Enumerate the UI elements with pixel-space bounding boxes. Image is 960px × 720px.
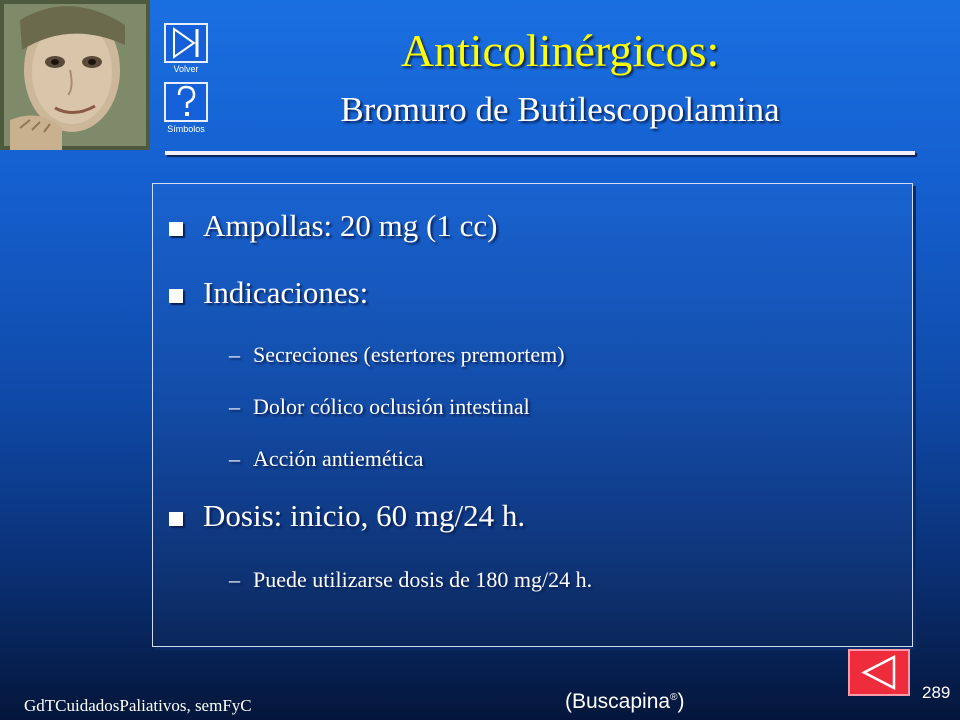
simbolos-button[interactable] — [164, 82, 208, 122]
bullet-marker — [169, 512, 183, 526]
sub-item-dosis-max: Puede utilizarse dosis de 180 mg/24 h. — [253, 567, 593, 592]
sub-bullet-dash: – — [229, 342, 240, 367]
page-number: 289 — [922, 683, 951, 702]
title-divider — [165, 151, 915, 155]
sub-item-secreciones: Secreciones (estertores premortem) — [253, 342, 565, 367]
registered-mark: ® — [670, 692, 678, 703]
sub-bullet-dash: – — [229, 446, 240, 471]
bullet-ampollas: Ampollas: 20 mg (1 cc) — [203, 208, 498, 243]
brand-close: ) — [677, 690, 685, 713]
sub-item-dolor: Dolor cólico oclusión intestinal — [253, 394, 530, 419]
slide-title: Anticolinérgicos: — [400, 25, 720, 76]
bullet-marker — [169, 222, 183, 236]
bullet-marker — [169, 289, 183, 303]
bullet-dosis: Dosis: inicio, 60 mg/24 h. — [203, 498, 526, 533]
bullet-indicaciones: Indicaciones: — [203, 275, 369, 310]
sub-bullet-dash: – — [229, 567, 240, 592]
volver-label: Volver — [173, 64, 199, 74]
sub-bullet-dash: – — [229, 394, 240, 419]
slide-subtitle: Bromuro de Butilescopolamina — [340, 90, 780, 129]
footer-brand — [565, 690, 684, 714]
content-box — [152, 183, 913, 647]
volver-button[interactable] — [164, 23, 208, 63]
simbolos-label: Símbolos — [167, 124, 205, 134]
sub-item-accion: Acción antiemética — [253, 446, 424, 471]
brand-name: (Buscapina — [565, 690, 671, 713]
footer-source: GdTCuidadosPaliativos, semFyC — [24, 696, 252, 715]
portrait-painting — [0, 0, 150, 150]
back-button[interactable] — [848, 649, 910, 696]
